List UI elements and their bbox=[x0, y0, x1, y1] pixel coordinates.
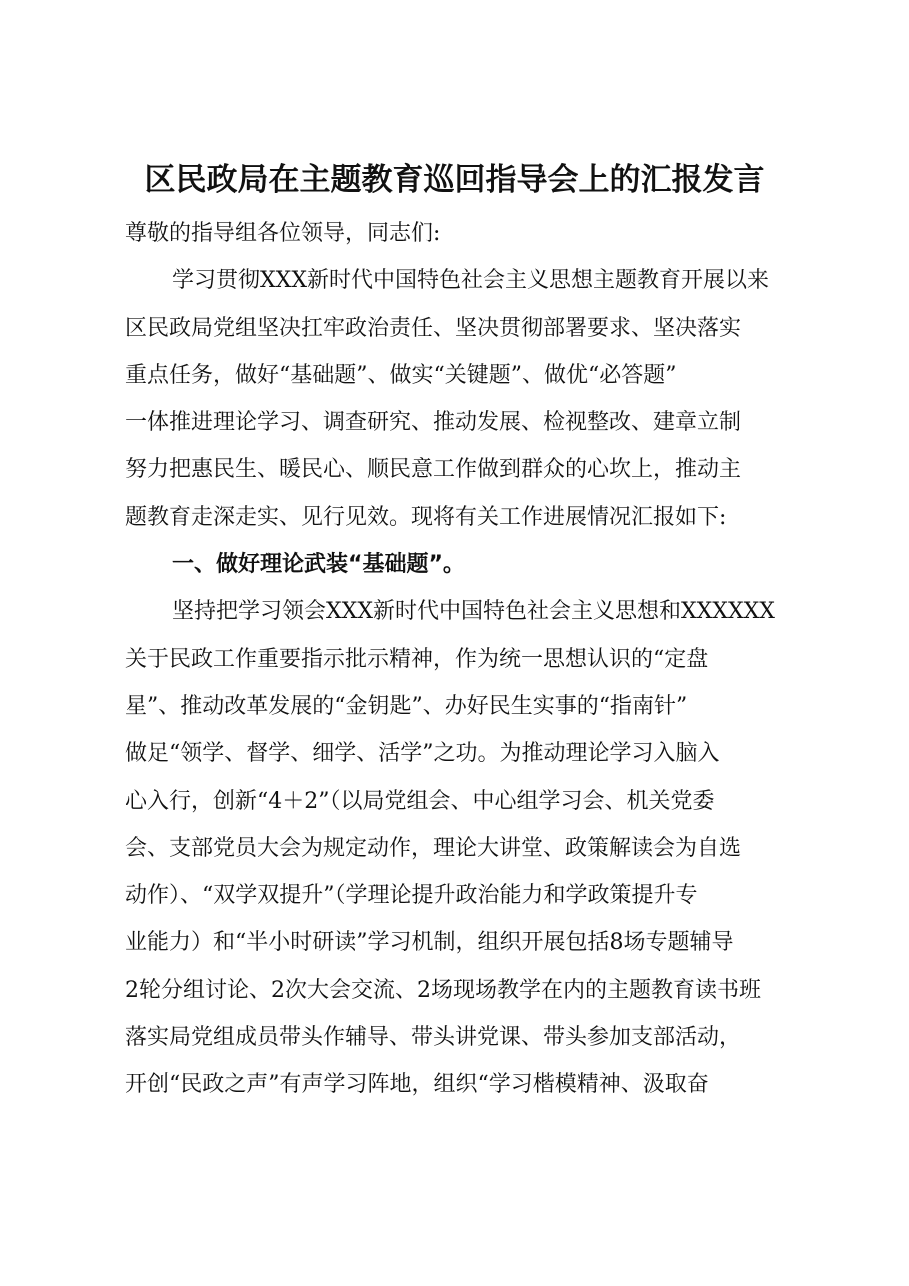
document-title: 区民政局在主题教育巡回指导会上的汇报发言 bbox=[144, 162, 765, 198]
paragraph-line: 学习贯彻XXX新时代中国特色社会主义思想主题教育开展以来 bbox=[172, 268, 769, 294]
paragraph-line: 开创“民政之声”有声学习阵地，组织“学习楷模精神、汲取奋 bbox=[125, 1072, 709, 1098]
paragraph-line: 心入行，创新“4＋2”（以局党组会、中心组学习会、机关党委 bbox=[125, 788, 715, 814]
paragraph-line: 落实局党组成员带头作辅导、带头讲党课、带头参加支部活动， bbox=[125, 1025, 742, 1051]
paragraph-line: 一体推进理论学习、调查研究、推动发展、检视整改、建章立制 bbox=[125, 410, 742, 436]
paragraph-line: 题教育走深走实、见行见效。现将有关工作进展情况汇报如下: bbox=[125, 504, 727, 530]
paragraph-line: 业能力）和“半小时研读”学习机制，组织开展包括8场专题辅导 bbox=[125, 930, 734, 956]
section-heading: 一、做好理论武装“基础题”。 bbox=[172, 552, 465, 578]
paragraph-line: 做足“领学、督学、细学、活学”之功。为推动理论学习入脑入 bbox=[125, 741, 720, 767]
document-body bbox=[125, 210, 815, 1109]
paragraph-line: 动作）、“双学双提升”（学理论提升政治能力和学政策提升专 bbox=[125, 883, 698, 909]
paragraph-line: 坚持把学习领会XXX新时代中国特色社会主义思想和XXXXXX bbox=[172, 599, 775, 625]
salutation-line: 尊敬的指导组各位领导，同志们: bbox=[125, 221, 441, 246]
paragraph-line: 星”、推动改革发展的“金钥匙”、办好民生实事的“指南针” bbox=[125, 693, 688, 719]
paragraph-line: 2轮分组讨论、2次大会交流、2场现场教学在内的主题教育读书班 bbox=[125, 977, 761, 1003]
paragraph-line: 会、支部党员大会为规定动作，理论大讲堂、政策解读会为自选 bbox=[125, 835, 742, 861]
paragraph-line: 重点任务，做好“基础题”、做实“关键题”、做优“必答题” bbox=[125, 362, 677, 388]
paragraph-line: 区民政局党组坚决扛牢政治责任、坚决贯彻部署要求、坚决落实 bbox=[125, 315, 742, 341]
paragraph-line: 关于民政工作重要指示批示精神，作为统一思想认识的“定盘 bbox=[125, 646, 709, 672]
paragraph-line: 努力把惠民生、暖民心、顺民意工作做到群众的心坎上，推动主 bbox=[125, 457, 742, 483]
